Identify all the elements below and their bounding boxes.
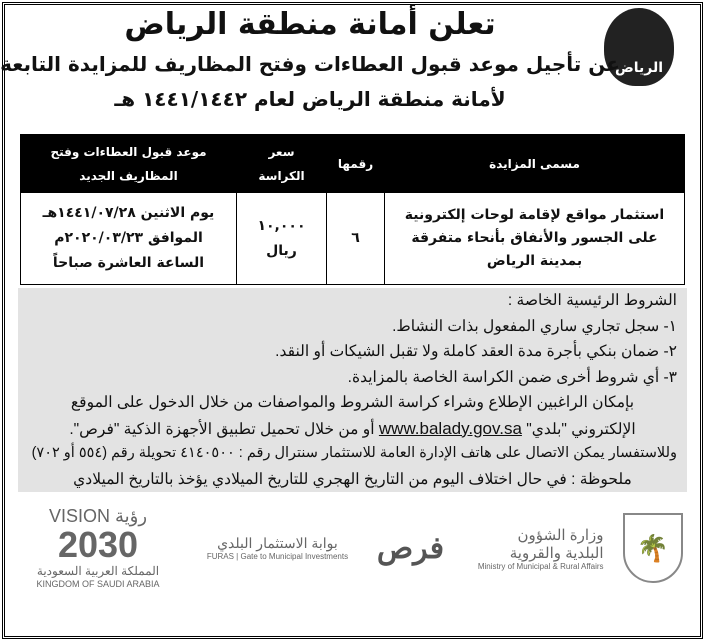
ad-title: تعلن أمانة منطقة الرياض (124, 7, 496, 42)
kingdom-ar: المملكة العربية السعودية (36, 564, 160, 578)
ministry-logo (464, 526, 604, 571)
col-header-name: مسمى المزايدة (385, 135, 685, 193)
vision-en: VISION (48, 506, 110, 526)
vision-ar: رؤية (114, 506, 148, 526)
auction-number: ٦ (327, 193, 385, 285)
auction-table (20, 134, 685, 285)
condition-item: ٢- ضمان بنكي بأجرة مدة العقد كاملة ولا تقبل الشيكات أو النقد. (275, 343, 677, 360)
conditions-title: الشروط الرئيسية الخاصة : (507, 292, 677, 309)
auction-name: استثمار مواقع لإقامة لوحات إلكترونية على الجسور والأنفاق بأنحاء متفرقة بمدينة الرياض (385, 193, 685, 285)
furas-portal-text (197, 535, 357, 561)
info-post: أو من خلال تحميل تطبيق الأجهزة الذكية "فرص". (69, 420, 375, 438)
conditions-section (18, 288, 687, 492)
condition-item: ٣- أي شروط أخرى ضمن الكراسة الخاصة بالمزايدة. (347, 368, 677, 386)
ministry-ar1: وزارة الشؤون (517, 526, 604, 544)
vision-2030-logo (18, 506, 178, 590)
furas-en: FURAS | Gate to Municipal Investments (206, 552, 349, 561)
furas-ar: بوابة الاستثمار البلدي (217, 535, 338, 551)
ad-subtitle-year: لأمانة منطقة الرياض لعام ١٤٤١/١٤٤٢ هـ (114, 87, 506, 111)
ministry-en: Ministry of Municipal & Rural Affairs (477, 561, 604, 571)
kingdom-en: KINGDOM OF SAUDI ARABIA (36, 579, 160, 589)
col-header-price: سعر الكراسة (237, 135, 327, 193)
footer-logos (18, 500, 683, 596)
price-currency: ريال (266, 242, 297, 259)
date-hijri: يوم الاثنين ١٤٤١/٠٧/٢٨هـ (42, 205, 215, 221)
condition-item: ١- سجل تجاري ساري المفعول بذات النشاط. (392, 317, 677, 335)
logo-text: الرياض (614, 60, 664, 76)
balady-link[interactable]: www.balady.gov.sa (378, 418, 522, 438)
ministry-ar2: البلدية والقروية (509, 544, 604, 562)
new-date (21, 193, 237, 285)
ad-header (0, 4, 620, 116)
furas-logo: فرص (376, 531, 445, 565)
saudi-emblem-icon: 🌴 (623, 513, 683, 583)
price-value: ١٠,٠٠٠ (257, 217, 306, 234)
contact-text: وللاستفسار يمكن الاتصال على هاتف الإدارة العامة للاستثمار سنترال رقم : ٤١٤٠٥٠٠ تحويلة رقم (٥٥٤ أو ٧٠٢) (31, 445, 677, 461)
vision-year: 2030 (57, 524, 139, 565)
date-gregorian: الموافق ٢٠٢٠/٠٣/٢٣م (54, 230, 203, 246)
ad-subtitle: عن تأجيل موعد قبول العطاءات وفتح المظاريف للمزايدة التابعة (0, 52, 620, 76)
note-text: ملحوظة : في حال اختلاف اليوم من التاريخ الهجري للتاريخ الميلادي يؤخذ بالتاريخ الميلادي (73, 470, 632, 488)
info-text: بإمكان الراغبين الإطلاع وشراء كراسة الشروط والمواصفات من خلال الدخول على الموقع (70, 394, 635, 411)
ad-body (18, 134, 687, 596)
info-text-2 (28, 416, 677, 442)
info-pre: الإلكتروني "بلدي" (526, 420, 636, 438)
col-header-number: رقمها (327, 135, 385, 193)
table-row (21, 193, 685, 285)
booklet-price (237, 193, 327, 285)
date-time: الساعة العاشرة صباحاً (52, 255, 205, 271)
col-header-date: موعد قبول العطاءات وفتح المظاريف الجديد (21, 135, 237, 193)
